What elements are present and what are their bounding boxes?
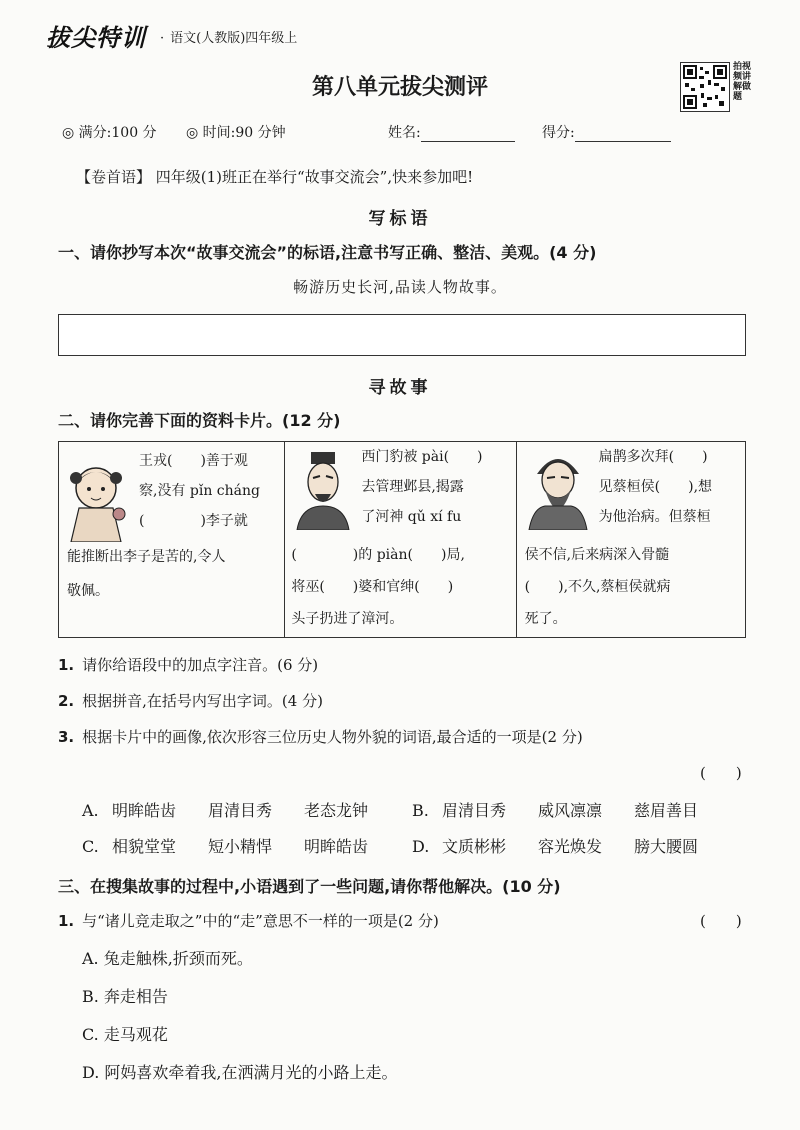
card2-line5: 将巫( )婆和官绅( ) — [291, 579, 454, 595]
card3-line2: 见蔡桓侯( ),想 — [598, 479, 713, 495]
card1-line5: 敬佩。 — [67, 583, 109, 599]
option-a[interactable]: A. 明眸皓齿 眉清目秀 老态龙钟 — [82, 801, 369, 820]
qr-code-icon[interactable] — [680, 62, 730, 112]
card3-line5: ( ),不久,蔡桓侯就病 — [524, 579, 671, 595]
name-field[interactable]: 姓名: — [388, 122, 515, 142]
qr-caption: 拍视频讲解做题 — [733, 62, 752, 102]
header-subtitle: · 语文(人教版)四年级上 — [160, 31, 298, 46]
full-score: ◎ 满分:100 分 — [62, 125, 157, 141]
card1-line1: 王戎( )善于观 — [139, 453, 248, 469]
card1-line3: ( )李子就 — [139, 513, 248, 529]
option-b[interactable]: B. 眉清目秀 威风凛凛 慈眉善目 — [412, 801, 699, 820]
s3-option-d[interactable]: D. 阿妈喜欢牵着我,在洒满月光的小路上走。 — [82, 1063, 398, 1082]
card3-line1: 扁鹊多次拜( ) — [598, 449, 708, 465]
ximen-bao-portrait-icon — [291, 450, 355, 530]
boy-portrait-icon — [63, 458, 129, 542]
card-wang-rong — [59, 442, 285, 637]
score-field[interactable]: 得分: — [542, 122, 671, 142]
option-d[interactable]: D. 文质彬彬 容光焕发 膀大腰圆 — [412, 837, 699, 856]
s3-option-c[interactable]: C. 走马观花 — [82, 1025, 168, 1044]
sub-question-2: 2. 根据拼音,在括号内写出字词。(4 分) — [58, 692, 323, 710]
card3-line3: 为他治病。但蔡桓 — [598, 509, 711, 525]
s3-option-a[interactable]: A. 兔走触株,折颈而死。 — [82, 949, 253, 968]
option-c[interactable]: C. 相貌堂堂 短小精悍 明眸皓齿 — [82, 837, 369, 856]
card1-line4: 能推断出李子是苦的,令人 — [67, 549, 226, 565]
question-1: 一、请你抄写本次“故事交流会”的标语,注意书写正确、整洁、美观。(4 分) — [58, 243, 597, 262]
question-2: 二、请你完善下面的资料卡片。(12 分) — [58, 411, 341, 430]
card1-line2: 察,没有 pǐn cháng — [139, 483, 260, 499]
sub-question-3: 3. 根据卡片中的画像,依次形容三位历史人物外貌的词语,最合适的一项是(2 分) — [58, 728, 583, 746]
section3-item-1: 1. 与“诸儿竞走取之”中的“走”意思不一样的一项是(2 分) — [58, 912, 439, 930]
card2-line1: 西门豹被 pài( ) — [361, 449, 483, 465]
section-heading-slogan: 写标语 — [368, 209, 432, 229]
page-title: 第八单元拔尖测评 — [311, 75, 488, 100]
card-bian-que — [517, 442, 745, 637]
card3-line6: 死了。 — [524, 611, 567, 627]
card2-line4: ( )的 piàn( )局, — [291, 547, 465, 563]
intro-text: 【卷首语】 四年级(1)班正在举行“故事交流会”,快来参加吧! — [76, 168, 474, 186]
slogan-text: 畅游历史长河,品读人物故事。 — [293, 278, 507, 296]
card2-line3: 了河神 qǔ xí fu — [361, 509, 462, 525]
sub-question-1: 1. 请你给语段中的加点字注音。(6 分) — [58, 656, 319, 674]
time-limit: ◎ 时间:90 分钟 — [186, 125, 286, 141]
brand-logo: 拔尖特训 — [46, 24, 146, 52]
question-3: 三、在搜集故事的过程中,小语遇到了一些问题,请你帮他解决。(10 分) — [58, 877, 561, 896]
card2-line2: 去管理邺县,揭露 — [361, 479, 464, 495]
answer-paren-s3[interactable]: ( ) — [700, 912, 742, 930]
answer-paren-q3[interactable]: ( ) — [700, 764, 742, 782]
card2-line6: 头子扔进了漳河。 — [291, 611, 404, 627]
card3-line4: 侯不信,后来病深入骨髓 — [524, 547, 670, 563]
bian-que-portrait-icon — [525, 448, 591, 530]
slogan-writing-box[interactable] — [58, 314, 746, 356]
s3-option-b[interactable]: B. 奔走相告 — [82, 987, 168, 1006]
card-ximen-bao — [285, 442, 516, 637]
section-heading-stories: 寻故事 — [368, 378, 432, 398]
info-cards — [58, 441, 746, 638]
